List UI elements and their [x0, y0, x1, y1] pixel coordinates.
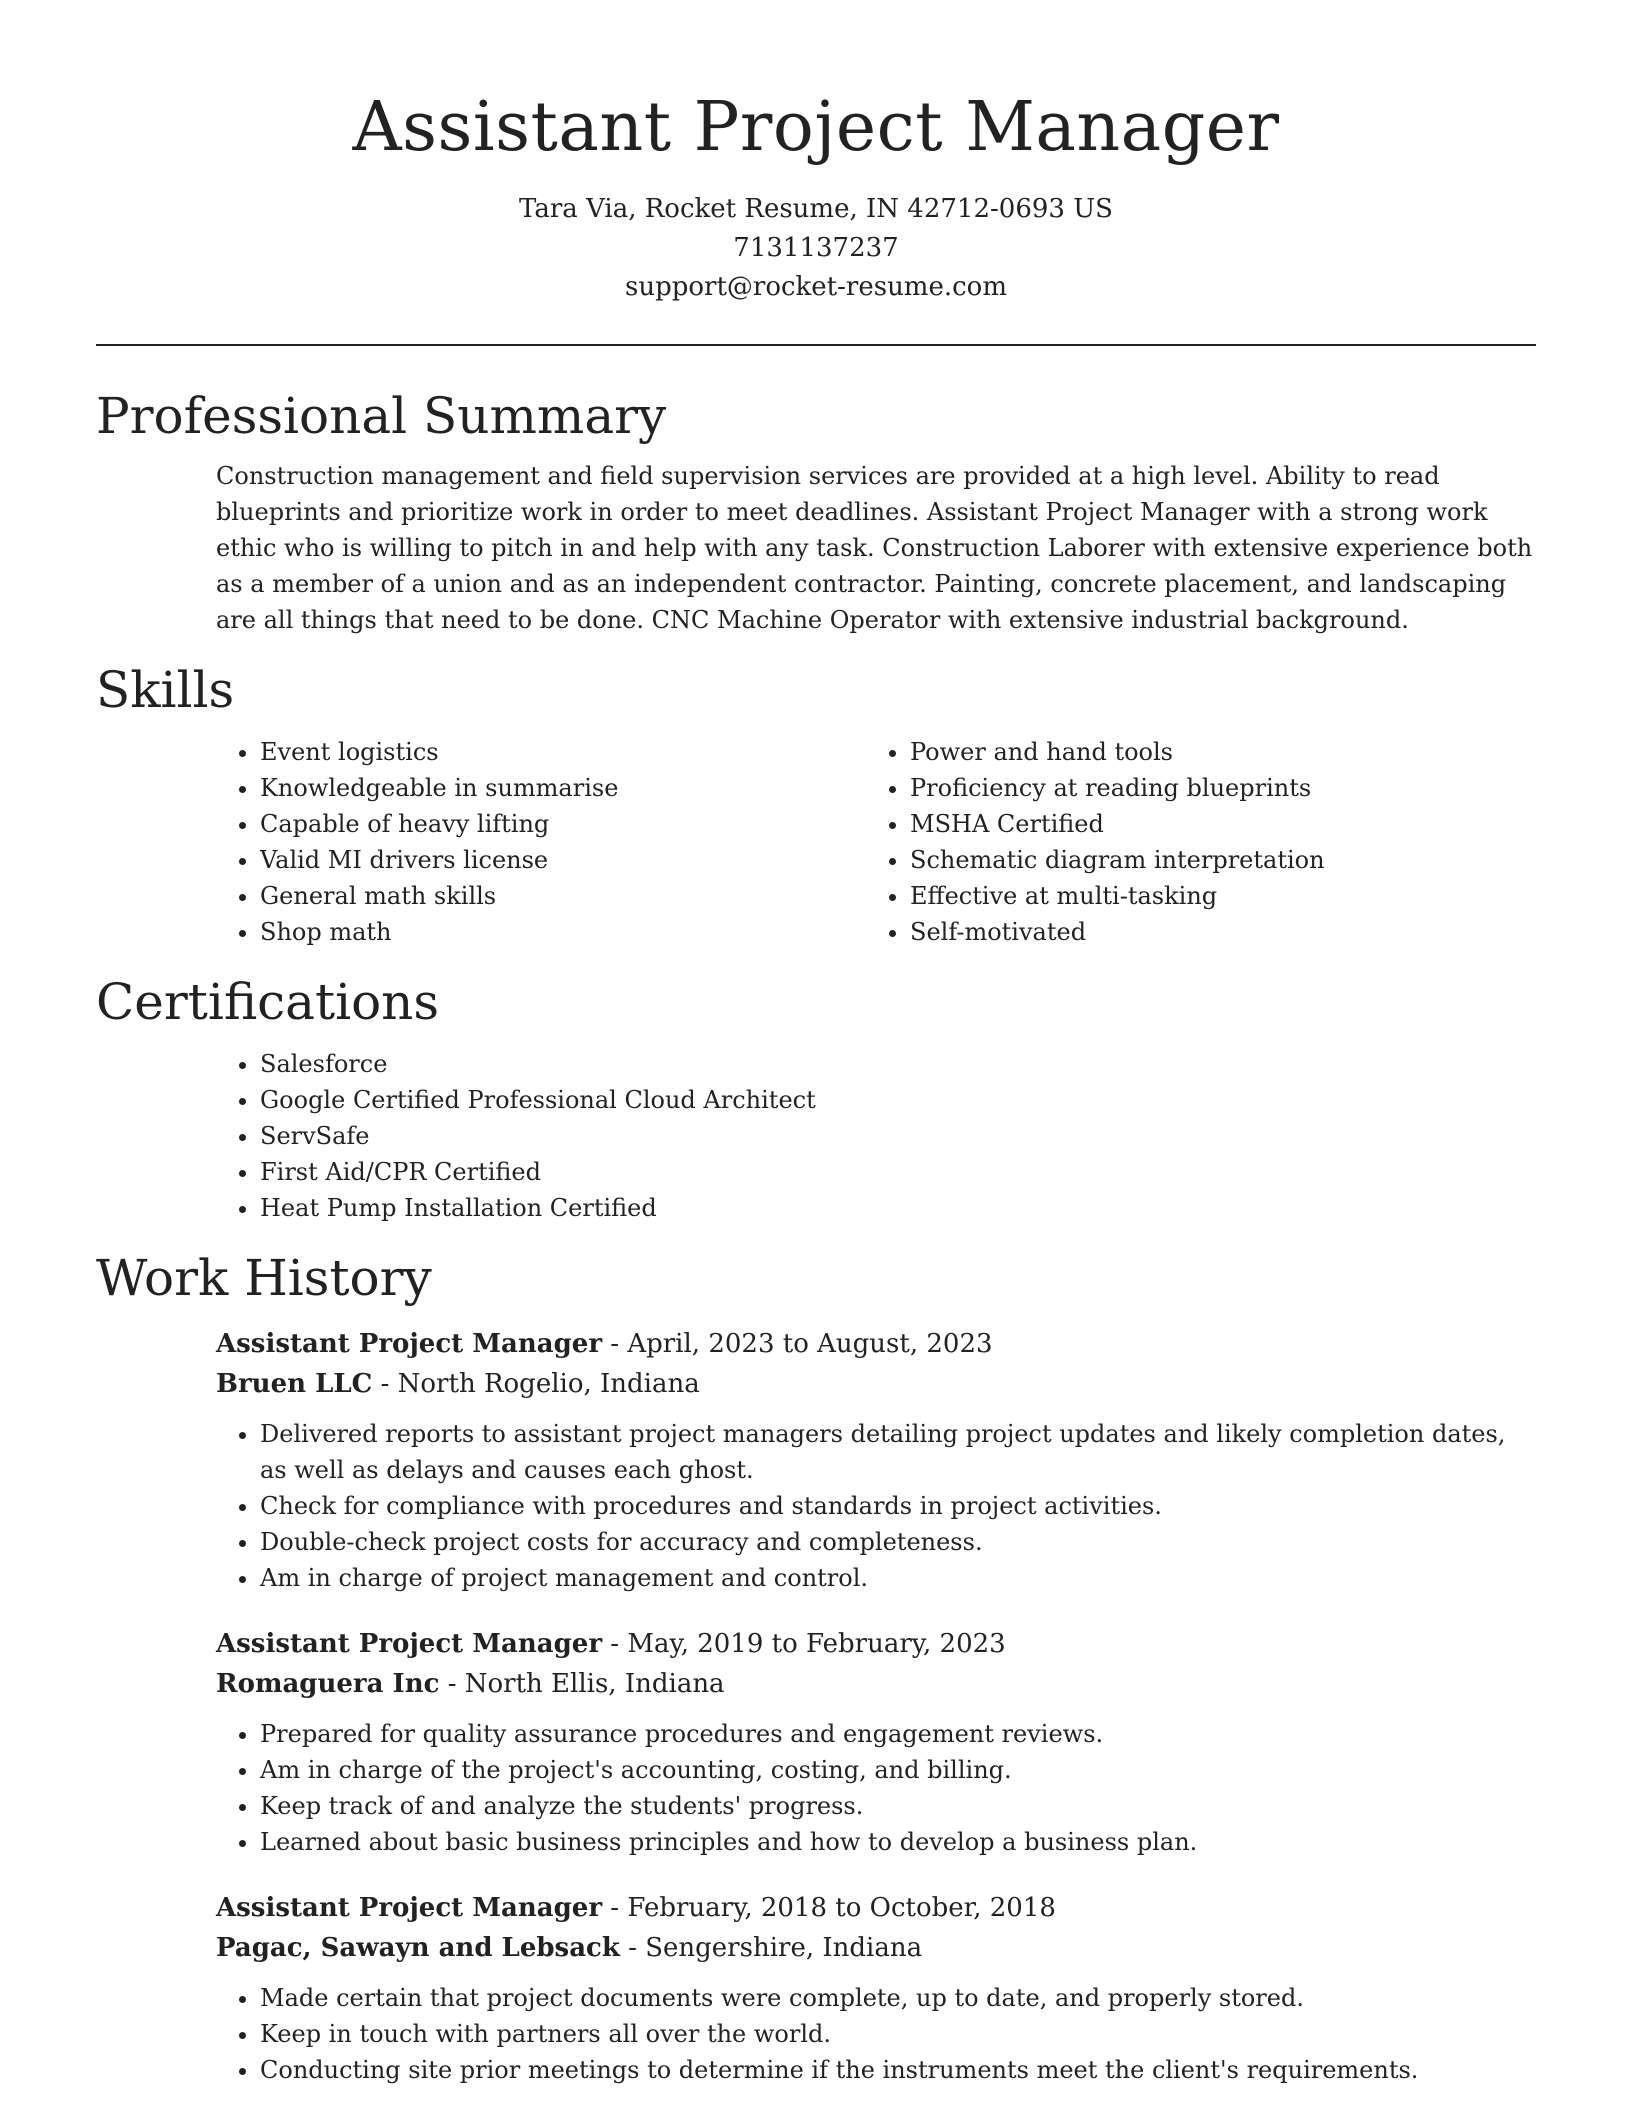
skills-columns: [216, 734, 1632, 950]
job-entry: [216, 1624, 1536, 1860]
list-item: • Shop math: [260, 914, 866, 950]
job-location: - North Rogelio, Indiana: [372, 1369, 700, 1399]
job-company-line: [216, 1364, 1536, 1404]
job-dates: - May, 2019 to February, 2023: [602, 1629, 1006, 1659]
job-title-line: [216, 1324, 1536, 1364]
contact-email: support@rocket-resume.com: [624, 272, 1007, 302]
summary-heading: Professional Summary: [96, 387, 667, 445]
page-title: Assistant Project Manager: [352, 88, 1280, 167]
list-item: • Delivered reports to assistant project managers detailing project updates and likely completion dates, as well as delays and causes each ghost.: [260, 1416, 1536, 1488]
list-item: • Schematic diagram interpretation: [910, 842, 1486, 878]
job-duties-list: [216, 1980, 1536, 2088]
summary-section: [0, 386, 1632, 638]
list-item: • Am in charge of project management and control.: [260, 1560, 1536, 1596]
job-company: Pagac, Sawayn and Lebsack: [216, 1933, 620, 1963]
certifications-heading: Certifications: [96, 973, 440, 1031]
skills-heading: Skills: [96, 661, 235, 719]
list-item: • Heat Pump Installation Certified: [260, 1190, 1632, 1226]
skills-section: [0, 660, 1632, 950]
list-item: • Am in charge of the project's accounting, costing, and billing.: [260, 1752, 1536, 1788]
list-item: • Event logistics: [260, 734, 866, 770]
list-item: • Effective at multi-tasking: [910, 878, 1486, 914]
list-item: • Proficiency at reading blueprints: [910, 770, 1486, 806]
job-duties-list: [216, 1416, 1536, 1596]
header-divider: [96, 344, 1536, 346]
list-item: • Learned about basic business principles and how to develop a business plan.: [260, 1824, 1536, 1860]
list-item: • Keep track of and analyze the students' progress.: [260, 1788, 1536, 1824]
list-item: • Salesforce: [260, 1046, 1632, 1082]
work-history-heading: Work History: [96, 1249, 432, 1307]
list-item: • Power and hand tools: [910, 734, 1486, 770]
job-location: - North Ellis, Indiana: [439, 1669, 725, 1699]
list-item: • Double-check project costs for accuracy and completeness.: [260, 1524, 1536, 1560]
list-item: • General math skills: [260, 878, 866, 914]
certifications-list: [216, 1046, 1632, 1226]
job-role: Assistant Project Manager: [216, 1329, 603, 1359]
list-item: • Self-motivated: [910, 914, 1486, 950]
certifications-section: [0, 972, 1632, 1226]
job-company-line: [216, 1928, 1536, 1968]
list-item: • Capable of heavy lifting: [260, 806, 866, 842]
list-item: • Valid MI drivers license: [260, 842, 866, 878]
list-item: • Prepared for quality assurance procedures and engagement reviews.: [260, 1716, 1536, 1752]
job-title-line: [216, 1888, 1536, 1928]
contact-address: Tara Via, Rocket Resume, IN 42712-0693 US: [519, 194, 1113, 224]
work-history-section: [0, 1248, 1632, 2088]
skills-list-right: [866, 734, 1486, 950]
list-item: • Google Certified Professional Cloud Architect: [260, 1082, 1632, 1118]
list-item: • First Aid/CPR Certified: [260, 1154, 1632, 1190]
resume-header: [0, 0, 1632, 307]
job-entry: [216, 1324, 1536, 1596]
job-role: Assistant Project Manager: [216, 1893, 603, 1923]
job-dates: - February, 2018 to October, 2018: [602, 1893, 1056, 1923]
job-entry: [216, 1888, 1536, 2088]
job-company-line: [216, 1664, 1536, 1704]
job-title-line: [216, 1624, 1536, 1664]
list-item: • ServSafe: [260, 1118, 1632, 1154]
certifications-block: [216, 1046, 1632, 1226]
list-item: • Check for compliance with procedures and standards in project activities.: [260, 1488, 1536, 1524]
job-company: Romaguera Inc: [216, 1669, 440, 1699]
job-duties-list: [216, 1716, 1536, 1860]
list-item: • Keep in touch with partners all over the world.: [260, 2016, 1536, 2052]
list-item: • Made certain that project documents were complete, up to date, and properly stored.: [260, 1980, 1536, 2016]
summary-text: Construction management and field supervision services are provided at a high level. Ability to read blueprints and prioritize work in order to meet deadlines. Assistant Project Manager with a strong work ethic who is willing to pitch in and help with any task. Construction Laborer with extensive experience both as a member of a union and as an independent contractor. Painting, concrete placement, and landscaping are all things that need to be done. CNC Machine Operator with extensive industrial background.: [216, 462, 1533, 634]
skills-list-left: [216, 734, 866, 950]
job-dates: - April, 2023 to August, 2023: [602, 1329, 993, 1359]
job-location: - Sengershire, Indiana: [619, 1933, 923, 1963]
job-role: Assistant Project Manager: [216, 1629, 603, 1659]
list-item: • Knowledgeable in summarise: [260, 770, 866, 806]
contact-phone: 7131137237: [733, 233, 899, 263]
list-item: • Conducting site prior meetings to determine if the instruments meet the client's requirements.: [260, 2052, 1536, 2088]
job-company: Bruen LLC: [216, 1369, 373, 1399]
contact-block: [0, 190, 1632, 307]
list-item: • MSHA Certified: [910, 806, 1486, 842]
